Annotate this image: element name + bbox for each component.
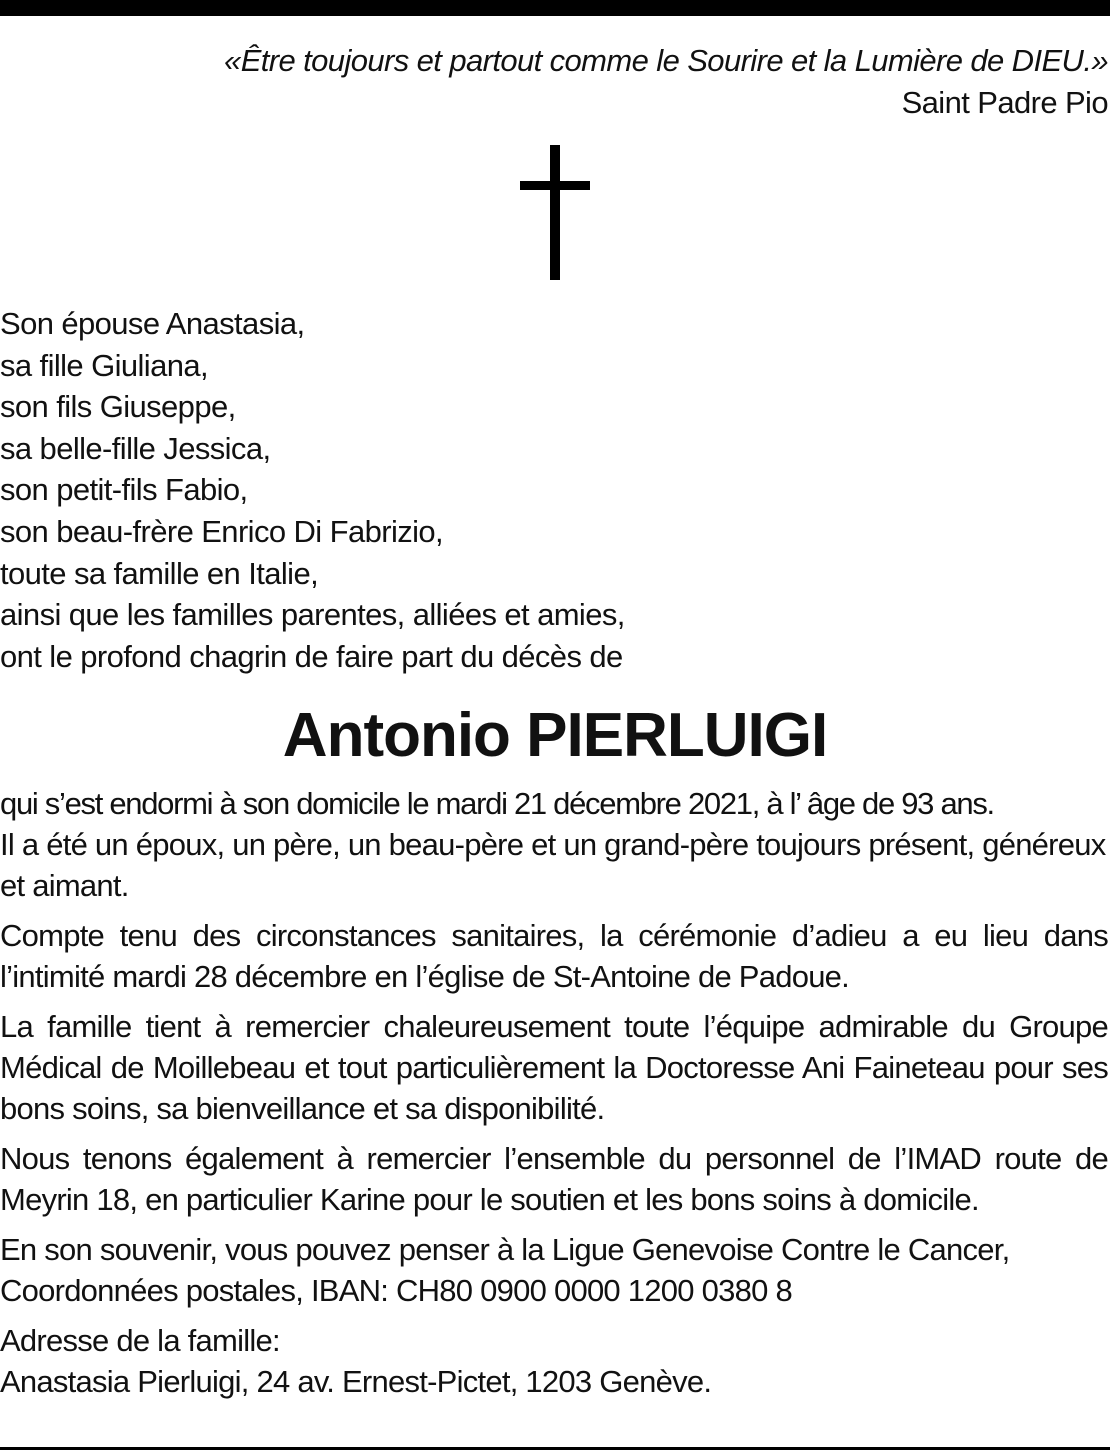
family-members-list	[0, 303, 625, 677]
quote-text: «Être toujours et partout comme le Sourire et la Lumière de DIEU.»	[224, 43, 1108, 78]
list-item: son beau-frère Enrico Di Fabrizio,	[0, 513, 444, 549]
quote-author: Saint Padre Pio	[901, 85, 1108, 120]
list-item: sa fille Giuliana,	[0, 347, 209, 383]
family-address-paragraph	[0, 1320, 1108, 1402]
bottom-rule	[0, 1447, 1110, 1450]
list-item: ainsi que les familles parentes, alliées et amies,	[0, 597, 625, 633]
family-address-label: Adresse de la famille:	[0, 1323, 280, 1358]
cross-icon	[520, 145, 590, 280]
obituary-body	[0, 783, 1108, 1411]
tribute-text: Il a été un époux, un père, un beau-père et un grand-père toujours présent, généreux et aimant.	[0, 827, 1106, 903]
death-line: qui s’est endormi à son domicile le mardi 21 décembre 2021, à l’ âge de 93 ans.	[0, 786, 994, 821]
thanks-imad-paragraph: Nous tenons également à remercier l’ensemble du personnel de l’IMAD route de Meyrin 18, en particulier Karine pour le soutien et les bons soins à domicile.	[0, 1141, 1108, 1217]
list-item: toute sa famille en Italie,	[0, 555, 319, 591]
cross-horizontal-bar	[520, 181, 590, 190]
epigraph-quote	[224, 40, 1108, 124]
list-item: sa belle-fille Jessica,	[0, 430, 271, 466]
donation-paragraph: En son souvenir, vous pouvez penser à la Ligue Genevoise Contre le Cancer, Coordonnées postales, IBAN: CH80 0900 0000 1200 0380 8	[0, 1232, 1010, 1308]
thanks-doctor-paragraph: La famille tient à remercier chaleureusement toute l’équipe admirable du Groupe Médical de Moillebeau et tout particulièrement la Doctoresse Ani Faineteau pour ses bons soins, sa bienveillance et sa disponibilité.	[0, 1009, 1108, 1126]
list-item: son fils Giuseppe,	[0, 389, 236, 425]
list-item: son petit-fils Fabio,	[0, 472, 248, 508]
ceremony-paragraph: Compte tenu des circonstances sanitaires, la cérémonie d’adieu a eu lieu dans l’intimité mardi 28 décembre en l’église de St-Antoine de Padoue.	[0, 918, 1108, 994]
deceased-name: Antonio PIERLUIGI	[282, 701, 828, 770]
family-address: Anastasia Pierluigi, 24 av. Ernest-Pictet, 1203 Genève.	[0, 1364, 712, 1399]
death-paragraph	[0, 783, 1108, 906]
list-item: ont le profond chagrin de faire part du décès de	[0, 638, 623, 674]
top-rule	[0, 0, 1110, 16]
cross-vertical-bar	[550, 145, 560, 280]
list-item: Son épouse Anastasia,	[0, 306, 305, 341]
